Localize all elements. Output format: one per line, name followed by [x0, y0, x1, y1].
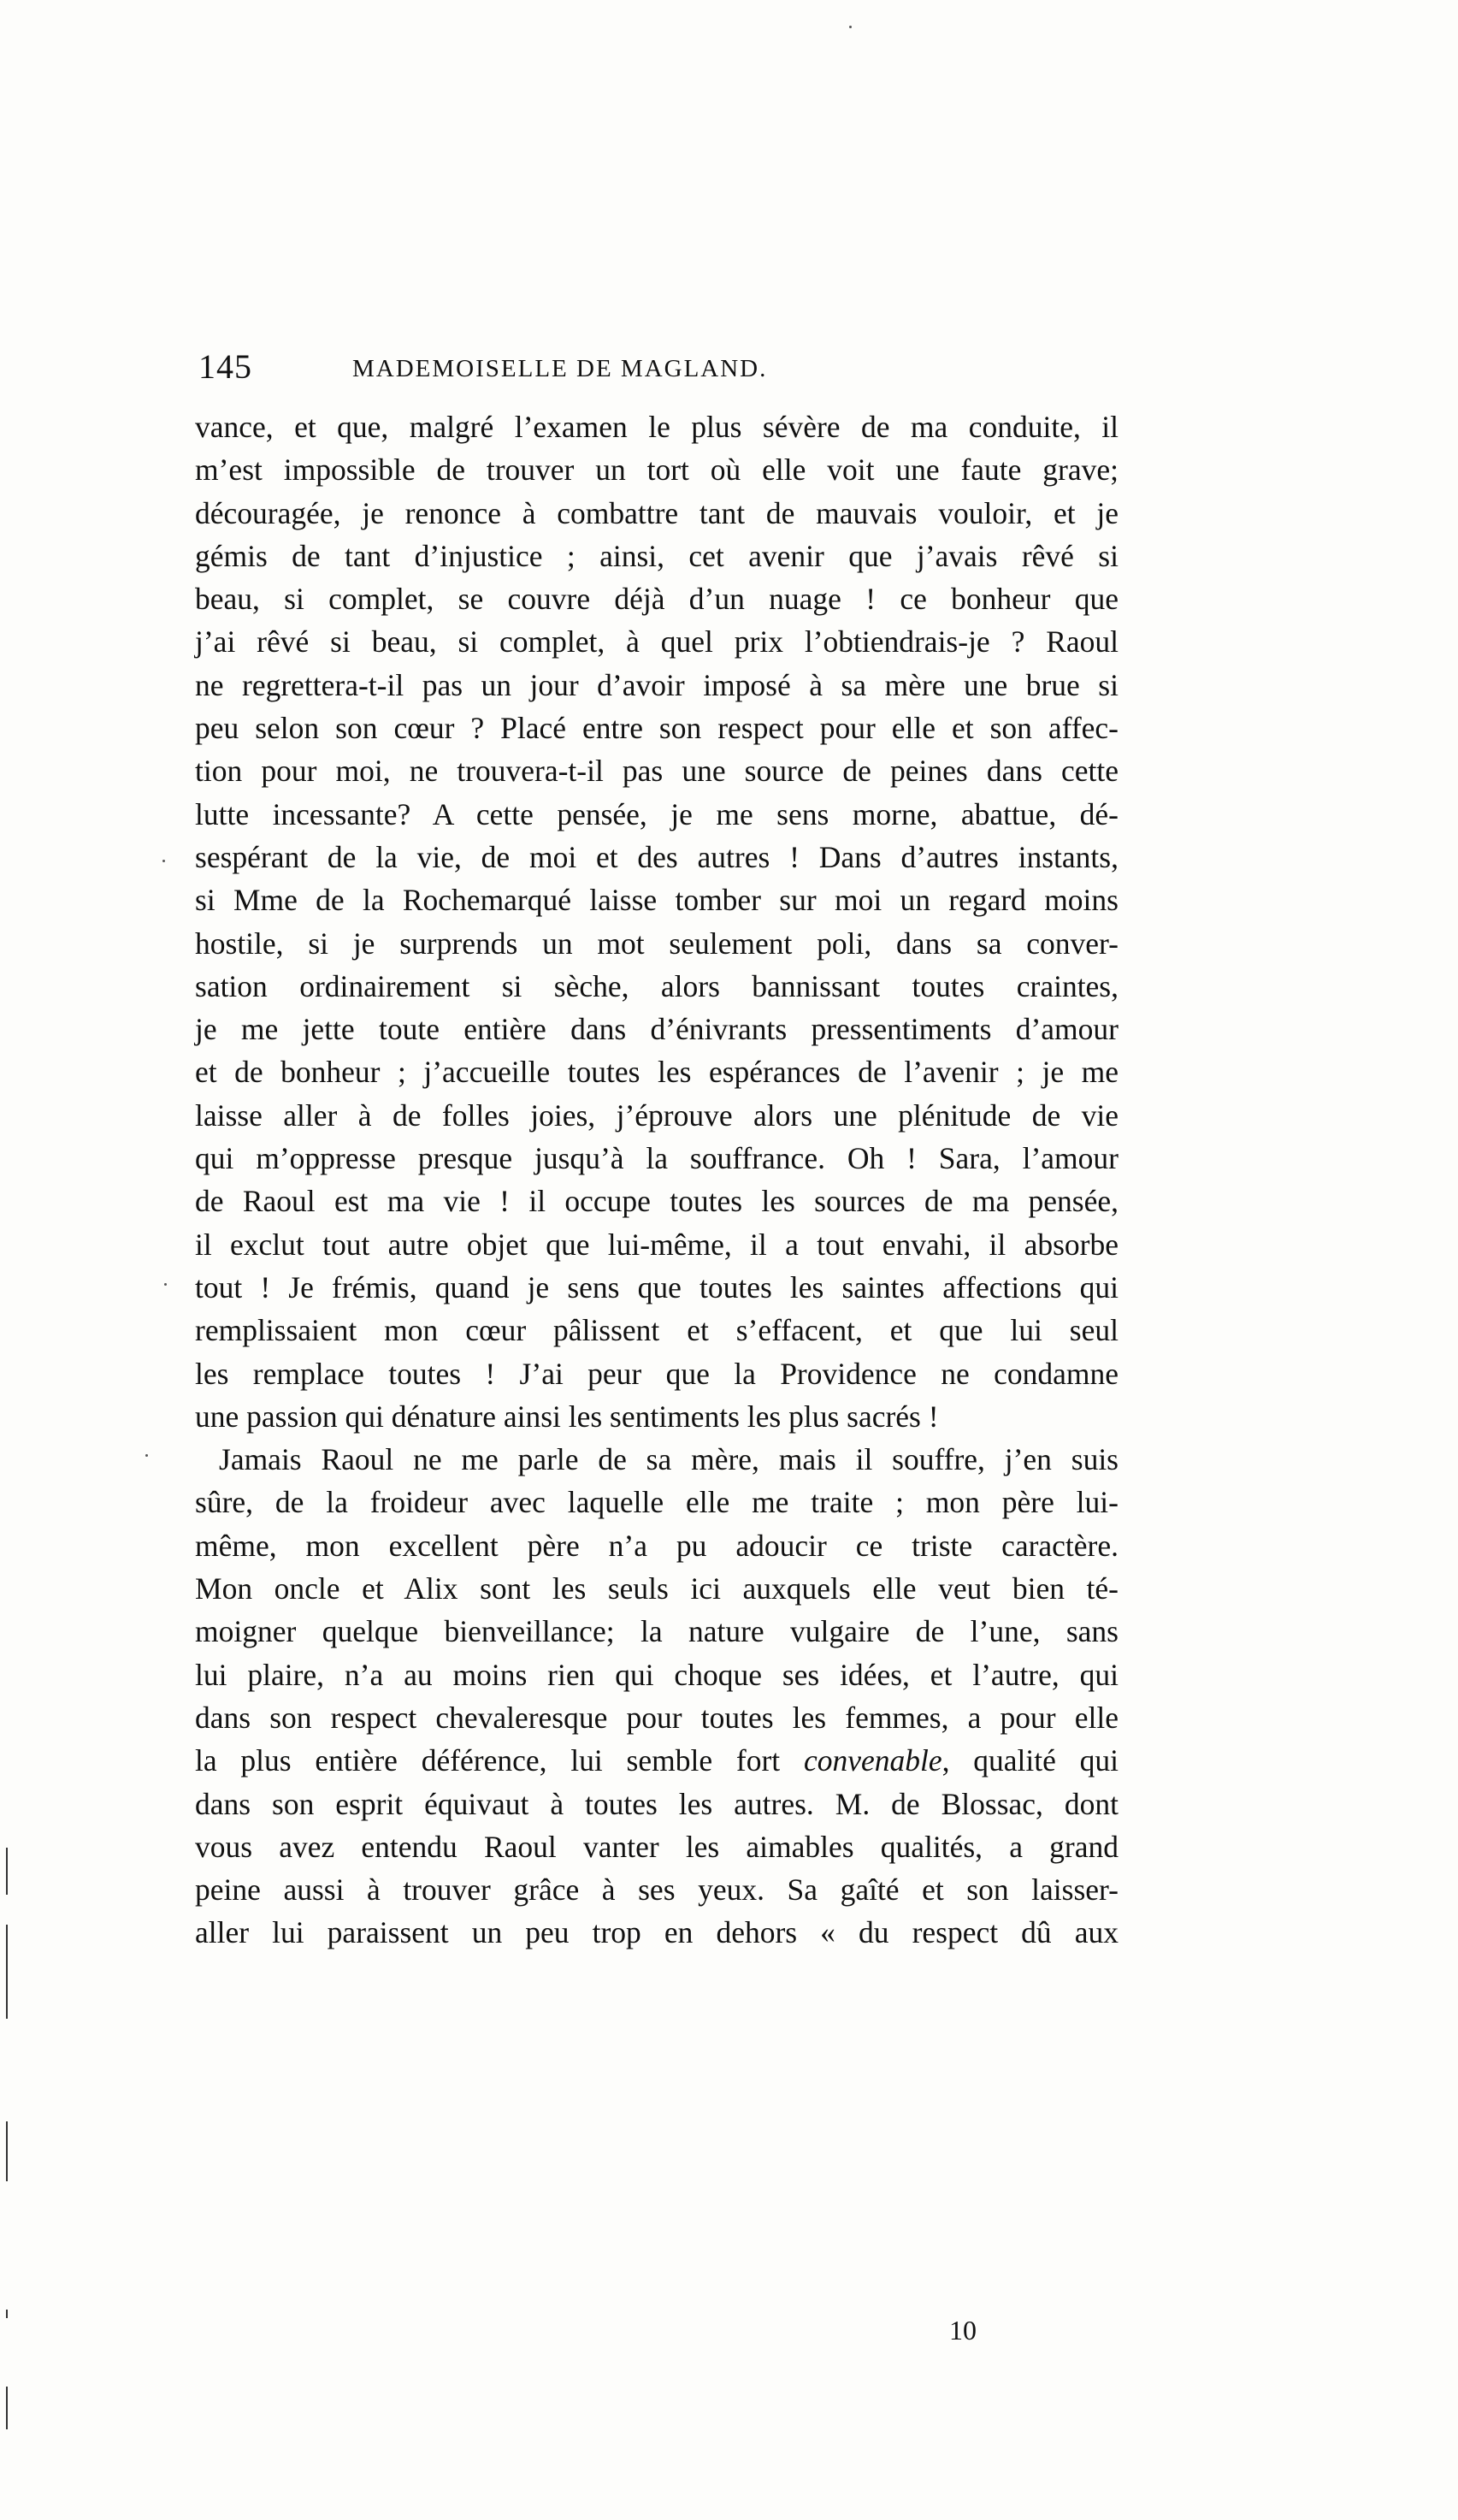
text-line: les remplace toutes ! J’ai peur que la Providence ne condamne [195, 1356, 1119, 1391]
text-line: tout ! Je frémis, quand je sens que toutes les saintes affections qui [195, 1269, 1119, 1304]
text-line: qui m’oppresse presque jusqu’à la souffrance. Oh ! Sara, l’amour [195, 1141, 1119, 1176]
scan-artifact [6, 2121, 8, 2181]
text-line: de Raoul est ma vie ! il occupe toutes les sources de ma pensée, [195, 1184, 1119, 1219]
text-line: sespérant de la vie, de moi et des autres ! Dans d’autres instants, [195, 839, 1119, 874]
text-line: et de bonheur ; j’accueille toutes les espérances de l’avenir ; je me [195, 1055, 1119, 1090]
text-line: une passion qui dénature ainsi les sentiments les plus sacrés ! [195, 1399, 939, 1434]
text-line: il exclut tout autre objet que lui-même, il a tout envahi, il absorbe [195, 1227, 1119, 1262]
italic-word: convenable [803, 1743, 942, 1778]
text-line: dans son respect chevaleresque pour toutes les femmes, a pour elle [195, 1700, 1119, 1735]
page-number: 145 [198, 347, 252, 386]
text-line: lui plaire, n’a au moins rien qui choque ses idées, et l’autre, qui [195, 1657, 1119, 1692]
text-line: si Mme de la Rochemarqué laisse tomber sur moi un regard moins [195, 883, 1119, 918]
text-line: même, mon excellent père n’a pu adoucir ce triste caractère. [195, 1528, 1119, 1563]
text-line: remplissaient mon cœur pâlissent et s’effacent, et que lui seul [195, 1313, 1119, 1348]
scan-artifact [6, 2310, 8, 2318]
text-line: vous avez entendu Raoul vanter les aimables qualités, a grand [195, 1829, 1119, 1864]
text-line: lutte incessante? A cette pensée, je me sens morne, abattue, dé- [195, 796, 1119, 831]
scan-artifact [6, 1848, 8, 1895]
text-line: Jamais Raoul ne me parle de sa mère, mais il souffre, j’en suis [219, 1442, 1119, 1477]
scan-artifact [6, 2387, 8, 2429]
scan-speck [145, 1454, 148, 1457]
body-text [195, 405, 1119, 1955]
text-fragment: , qualité qui [942, 1743, 1119, 1778]
text-line: aller lui paraissent un peu trop en dehors « du respect dû aux [195, 1915, 1119, 1950]
text-line: je me jette toute entière dans d’énivrants pressentiments d’amour [195, 1012, 1119, 1047]
text-line-mixed [195, 1739, 1119, 1782]
text-line: j’ai rêvé si beau, si complet, à quel prix l’obtiendrais-je ? Raoul [195, 624, 1119, 660]
text-line: ne regrettera-t-il pas un jour d’avoir imposé à sa mère une brue si [195, 667, 1119, 702]
text-line: Mon oncle et Alix sont les seuls ici auxquels elle veut bien té- [195, 1571, 1119, 1606]
text-line: beau, si complet, se couvre déjà d’un nuage ! ce bonheur que [195, 582, 1119, 617]
text-line: vance, et que, malgré l’examen le plus sévère de ma conduite, il [195, 410, 1119, 444]
scan-speck [849, 26, 852, 28]
text-line: tion pour moi, ne trouvera-t-il pas une source de peines dans cette [195, 754, 1119, 789]
text-line: sûre, de la froideur avec laquelle elle me traite ; mon père lui- [195, 1485, 1119, 1520]
text-line: peu selon son cœur ? Placé entre son respect pour elle et son affec- [195, 711, 1119, 746]
text-line: m’est impossible de trouver un tort où elle voit une faute grave; [195, 453, 1119, 488]
scan-artifact [6, 1925, 8, 2019]
text-line: peine aussi à trouver grâce à ses yeux. Sa gaîté et son laisser- [195, 1872, 1119, 1908]
text-line: sation ordinairement si sèche, alors bannissant toutes craintes, [195, 968, 1119, 1003]
text-line: laisse aller à de folles joies, j’éprouve alors une plénitude de vie [195, 1097, 1119, 1133]
running-title: MADEMOISELLE DE MAGLAND. [352, 355, 768, 382]
scan-speck [162, 860, 165, 862]
scan-speck [164, 1283, 167, 1286]
text-fragment: la plus entière déférence, lui semble fort [195, 1743, 781, 1778]
text-line: dans son esprit équivaut à toutes les autres. M. de Blossac, dont [195, 1786, 1119, 1821]
text-line: découragée, je renonce à combattre tant de mauvais vouloir, et je [195, 495, 1119, 530]
text-line: hostile, si je surprends un mot seulement poli, dans sa conver- [195, 926, 1119, 961]
signature-mark: 10 [949, 2315, 977, 2345]
text-line: gémis de tant d’injustice ; ainsi, cet avenir que j’avais rêvé si [195, 538, 1119, 573]
text-line: moigner quelque bienveillance; la nature vulgaire de l’une, sans [195, 1614, 1119, 1649]
page-header [198, 346, 876, 389]
